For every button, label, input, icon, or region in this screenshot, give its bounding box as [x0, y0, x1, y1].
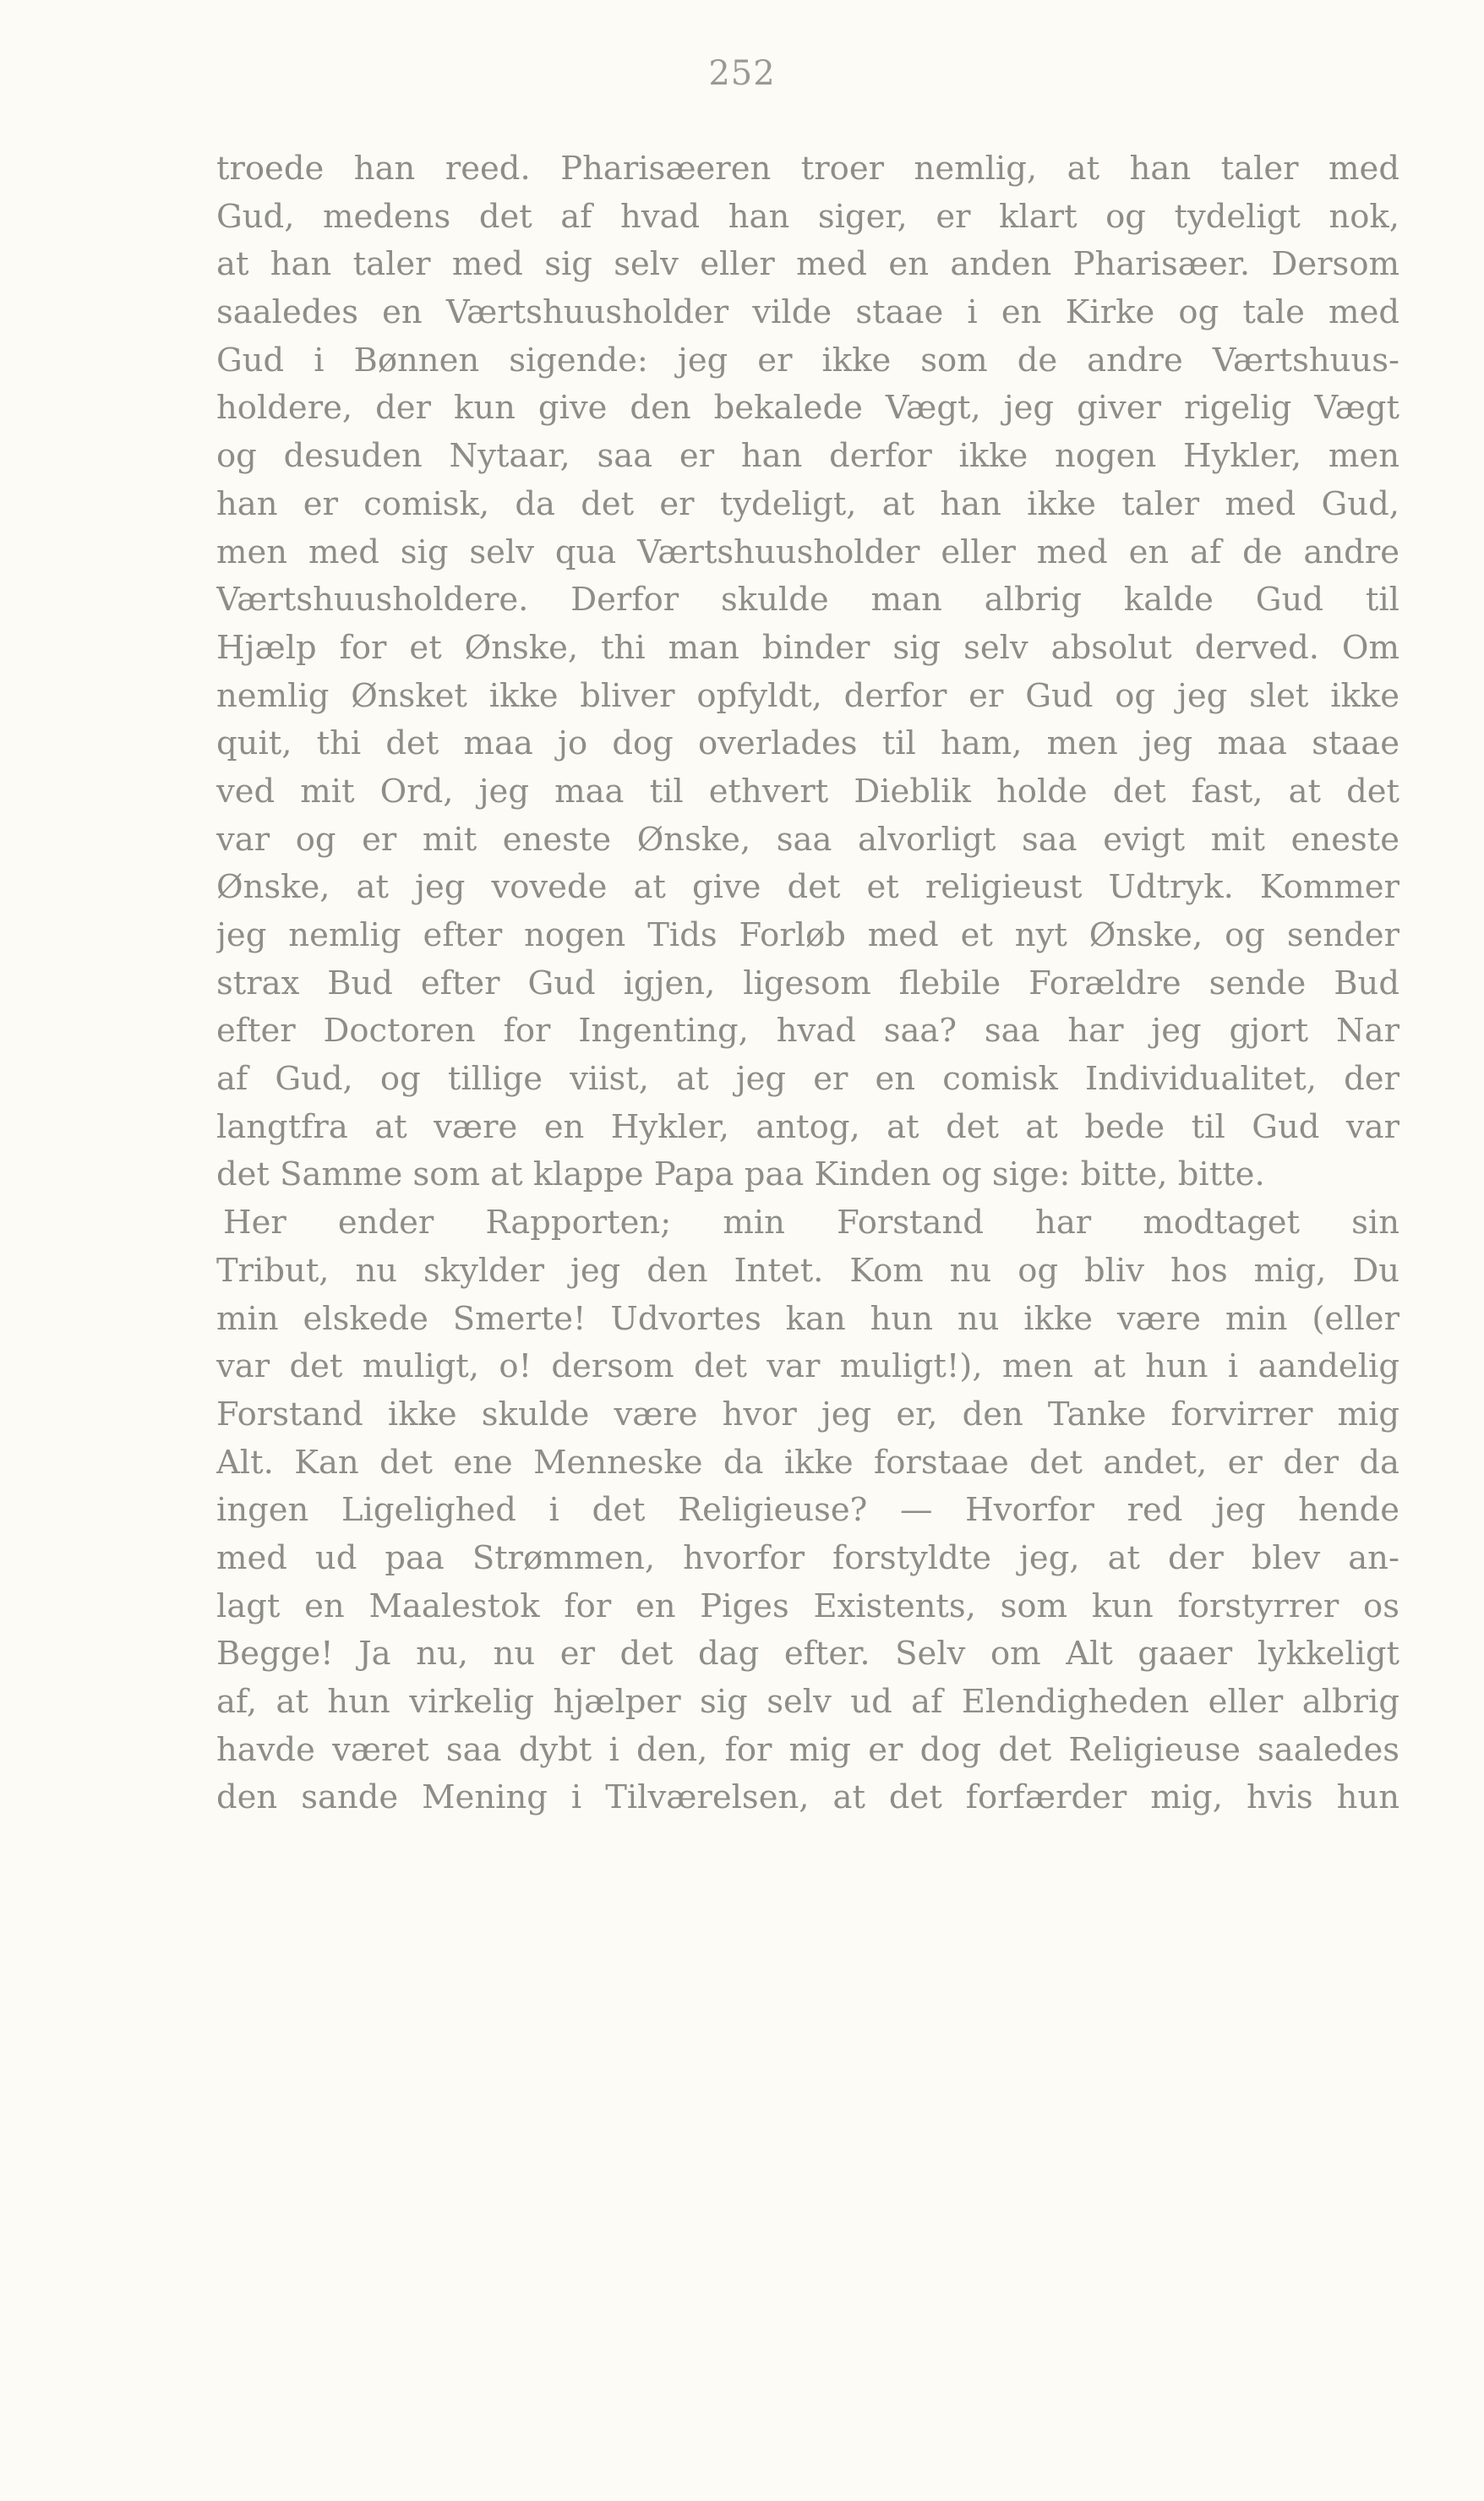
text-line: langtfra at være en Hykler, antog, at det at bede til Gud var [216, 1107, 1399, 1146]
text-line: Ønske, at jeg vovede at give det et religieust Udtryk. Kommer [216, 868, 1399, 907]
text-line: Her ender Rapporten; min Forstand har modtaget sin [223, 1204, 1399, 1242]
text-line: havde været saa dybt i den, for mig er dog det Religieuse saaledes [216, 1730, 1399, 1769]
text-line: af, at hun virkelig hjælper sig selv ud af Elendigheden eller albrig [216, 1683, 1399, 1721]
text-line: var og er mit eneste Ønske, saa alvorligt saa evigt mit eneste [216, 820, 1399, 859]
text-line: det Samme som at klappe Papa paa Kinden og sige: bitte, bitte. [216, 1155, 1265, 1194]
text-line: ingen Ligelighed i det Religieuse? — Hvorfor red jeg hende [216, 1491, 1399, 1530]
text-line: Værtshuusholdere. Derfor skulde man albrig kalde Gud til [216, 581, 1399, 620]
text-line: men med sig selv qua Værtshuusholder eller med en af de andre [216, 532, 1399, 571]
text-line: at han taler med sig selv eller med en anden Pharisæer. Dersom [216, 245, 1399, 284]
text-line: af Gud, og tillige viist, at jeg er en comisk Individualitet, der [216, 1060, 1399, 1099]
text-line: Tribut, nu skylder jeg den Intet. Kom nu og bliv hos mig, Du [216, 1251, 1399, 1290]
body-text [216, 145, 1399, 1822]
text-line: Gud i Bønnen sigende: jeg er ikke som de andre Værtshuus- [216, 341, 1399, 380]
text-line: var det muligt, o! dersom det var muligt!), men at hun i aandelig [216, 1347, 1399, 1386]
text-line: troede han reed. Pharisæeren troer nemlig, at han taler med [216, 150, 1399, 188]
text-line: Forstand ikke skulde være hvor jeg er, den Tanke forvirrer mig [216, 1395, 1399, 1433]
text-line: efter Doctoren for Ingenting, hvad saa? saa har jeg gjort Nar [216, 1012, 1399, 1051]
text-line: strax Bud efter Gud igjen, ligesom flebile Forældre sende Bud [216, 964, 1399, 1002]
text-line: Hjælp for et Ønske, thi man binder sig selv absolut derved. Om [216, 628, 1399, 667]
text-line: Begge! Ja nu, nu er det dag efter. Selv om Alt gaaer lykkeligt [216, 1635, 1399, 1674]
text-line: han er comisk, da det er tydeligt, at han ikke taler med Gud, [216, 484, 1399, 523]
text-line: jeg nemlig efter nogen Tids Forløb med et nyt Ønske, og sender [216, 916, 1399, 954]
text-line: den sande Mening i Tilværelsen, at det forfærder mig, hvis hun [216, 1778, 1399, 1817]
page-number: 252 [708, 54, 776, 93]
text-line: med ud paa Strømmen, hvorfor forstyldte jeg, at der blev an- [216, 1538, 1399, 1577]
text-line: min elskede Smerte! Udvortes kan hun nu ikke være min (eller [216, 1299, 1399, 1338]
text-line: holdere, der kun give den bekalede Vægt, jeg giver rigelig Vægt [216, 389, 1399, 428]
text-line: og desuden Nytaar, saa er han derfor ikke nogen Hykler, men [216, 437, 1399, 476]
text-line: nemlig Ønsket ikke bliver opfyldt, derfor er Gud og jeg slet ikke [216, 676, 1399, 715]
text-line: Alt. Kan det ene Menneske da ikke forstaae det andet, er der da [216, 1443, 1399, 1482]
text-line: saaledes en Værtshuusholder vilde staae i en Kirke og tale med [216, 293, 1399, 332]
text-line: Gud, medens det af hvad han siger, er klart og tydeligt nok, [216, 197, 1399, 236]
text-line: lagt en Maalestok for en Piges Existents, som kun forstyrrer os [216, 1586, 1399, 1625]
text-line: ved mit Ord, jeg maa til ethvert Dieblik holde det fast, at det [216, 772, 1399, 811]
text-line: quit, thi det maa jo dog overlades til ham, men jeg maa staae [216, 724, 1399, 763]
